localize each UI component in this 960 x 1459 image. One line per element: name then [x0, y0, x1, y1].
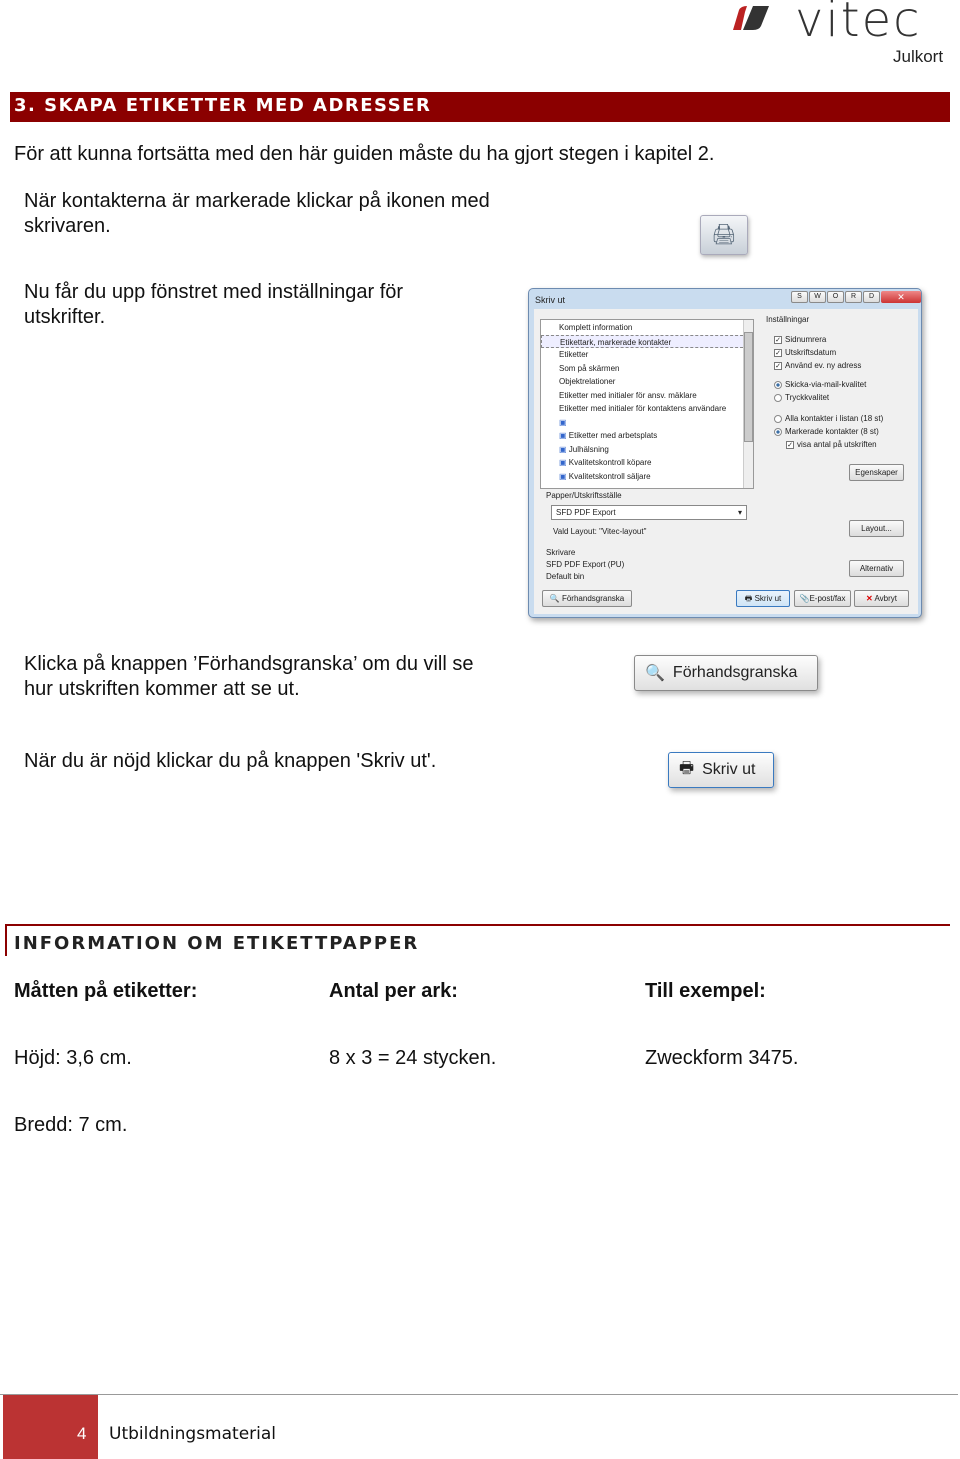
col-header-count: Antal per ark: [329, 980, 458, 1002]
title-buttons [791, 291, 921, 303]
list-item[interactable] [541, 416, 753, 430]
footer-label: Utbildningsmaterial [109, 1424, 277, 1444]
radio-all-contacts[interactable] [774, 412, 883, 425]
radio-label: Skicka-via-mail-kvalitet [785, 380, 867, 389]
print-button[interactable] [736, 590, 790, 607]
alternativ-button[interactable]: Alternativ [849, 560, 904, 577]
email-button[interactable] [794, 590, 851, 607]
radio-label: Alla kontakter i listan (18 st) [785, 414, 884, 423]
radio-mail-quality[interactable] [774, 378, 883, 391]
step1-text: När kontakterna är markerade klickar på ikonen med skrivaren. [24, 190, 490, 237]
paper-select-value: SFD PDF Export [556, 508, 616, 517]
layout-text: Vald Layout: "Vitec-layout" [553, 527, 647, 536]
checkbox-sidnumrera[interactable]: ✓ Sidnumrera [775, 335, 827, 344]
preview-button-large[interactable] [634, 655, 818, 691]
info-heading: INFORMATION OM ETIKETTPAPPER [14, 933, 420, 954]
cancel-label: Avbryt [874, 594, 897, 603]
col-header-example: Till exempel: [645, 980, 766, 1002]
print-label: Skriv ut [702, 761, 756, 778]
email-label: E-post/fax [809, 594, 846, 603]
layout-button[interactable]: Layout... [849, 520, 904, 537]
preview-label: Förhandsgranska [561, 594, 625, 603]
checkbox-utskriftsdatum[interactable]: ✓ Utskriftsdatum [775, 348, 837, 357]
paper-label: Papper/Utskriftsställe [546, 491, 622, 500]
step4-text: När du är nöjd klickar du på knappen 'Skriv ut'. [24, 750, 437, 772]
label-count: 8 x 3 = 24 stycken. [329, 1047, 497, 1069]
preview-icon: 🔍 [645, 665, 665, 682]
radio-label: Markerade kontakter (8 st) [785, 427, 879, 436]
title-button-s[interactable]: S [791, 291, 808, 303]
list-item[interactable]: Som på skärmen [559, 363, 620, 373]
checkbox-label: Använd ev. ny adress [785, 361, 862, 370]
list-item-selected[interactable]: Etikettark, markerade kontakter [541, 335, 753, 349]
list-item[interactable] [541, 443, 753, 457]
title-button-d[interactable]: D [863, 291, 880, 303]
list-item-label: Julhälsning [568, 444, 609, 454]
preview-label: Förhandsgranska [672, 664, 798, 681]
dialog-title: Skriv ut [535, 295, 566, 305]
document-subtitle: Julkort [893, 47, 944, 66]
list-item[interactable] [541, 456, 753, 470]
x-icon: ✕ [865, 594, 873, 603]
layout-list[interactable] [540, 319, 754, 489]
intro-text: För att kunna fortsätta med den här guiden måste du ha gjort stegen i kapitel 2. [14, 143, 715, 165]
printer-icon: 🖶 [679, 759, 695, 777]
document-icon: ▣ [559, 417, 567, 427]
list-item[interactable]: Komplett information [559, 323, 633, 332]
document-icon: ▣ [559, 458, 569, 467]
dialog-body [534, 309, 918, 614]
list-item[interactable]: Etiketter med initialer för kontaktens användare [559, 404, 727, 413]
settings-label: Inställningar [766, 315, 810, 324]
checkbox-ny-adress[interactable]: ✓ Använd ev. ny adress [775, 361, 862, 370]
printer-icon: 🖶 [744, 594, 753, 603]
label-width: Bredd: 7 cm. [14, 1114, 128, 1136]
list-scrollbar[interactable] [743, 320, 753, 488]
list-item-label: Kvalitetskontroll köpare [568, 458, 652, 467]
document-icon: ▣ [559, 444, 569, 454]
paper-select[interactable] [551, 505, 747, 520]
printer-icon: 🖨 [700, 215, 748, 255]
list-item[interactable]: Etiketter [559, 350, 589, 359]
vitec-logo-icon [731, 2, 771, 32]
checkbox-label: Utskriftsdatum [785, 348, 837, 357]
title-button-r[interactable]: R [845, 291, 862, 303]
settings-group [774, 333, 883, 451]
title-button-w[interactable]: W [809, 291, 826, 303]
print-button-large[interactable] [668, 752, 774, 788]
step2-text: Nu får du upp fönstret med inställningar för utskrifter. [24, 281, 404, 328]
properties-button[interactable]: Egenskaper [849, 464, 904, 481]
print-dialog [528, 288, 922, 618]
scrollbar-thumb[interactable] [744, 332, 753, 442]
chevron-down-icon: ▾ [737, 508, 742, 517]
radio-label: Tryckkvalitet [785, 393, 830, 402]
title-button-o[interactable]: O [827, 291, 844, 303]
list-item[interactable] [541, 429, 753, 443]
list-item[interactable] [541, 470, 753, 484]
label-height: Höjd: 3,6 cm. [14, 1047, 132, 1069]
printer-name: SFD PDF Export (PU) [546, 560, 625, 569]
radio-print-quality[interactable] [774, 391, 883, 404]
footer-divider [0, 1394, 958, 1395]
preview-button[interactable] [542, 590, 632, 607]
label-example: Zweckform 3475. [645, 1047, 799, 1069]
list-item-label: Kvalitetskontroll säljare [568, 471, 651, 481]
checkbox-label: visa antal på utskriften [797, 440, 877, 449]
radio-selected-contacts[interactable] [774, 425, 883, 438]
print-label: Skriv ut [754, 594, 782, 603]
close-icon[interactable]: ✕ [881, 291, 921, 303]
section-heading: 3. SKAPA ETIKETTER MED ADRESSER [10, 92, 950, 122]
preview-icon: 🔍 [549, 594, 560, 603]
col-header-size: Måtten på etiketter: [14, 980, 198, 1002]
list-item-label: Etiketter med arbetsplats [568, 431, 658, 440]
list-item[interactable]: Etiketter med initialer för ansv. mäklare [559, 390, 697, 400]
printer-bin: Default bin [546, 572, 585, 581]
paperclip-icon: 📎 [799, 594, 810, 603]
printer-info [546, 547, 624, 583]
printer-label: Skrivare [546, 548, 576, 557]
step3-text: Klicka på knappen ’Förhandsgranska’ om du vill se hur utskriften kommer att se ut. [24, 653, 474, 700]
checkbox-show-count[interactable]: ✓ visa antal på utskriften [787, 440, 877, 449]
logo-text: vitec [795, 0, 922, 48]
cancel-button[interactable] [854, 590, 909, 607]
list-item[interactable]: Objektrelationer [559, 377, 616, 386]
document-icon: ▣ [559, 471, 569, 481]
page-number: 4 [77, 1424, 87, 1443]
document-icon: ▣ [559, 431, 569, 440]
checkbox-label: Sidnumrera [785, 335, 827, 344]
